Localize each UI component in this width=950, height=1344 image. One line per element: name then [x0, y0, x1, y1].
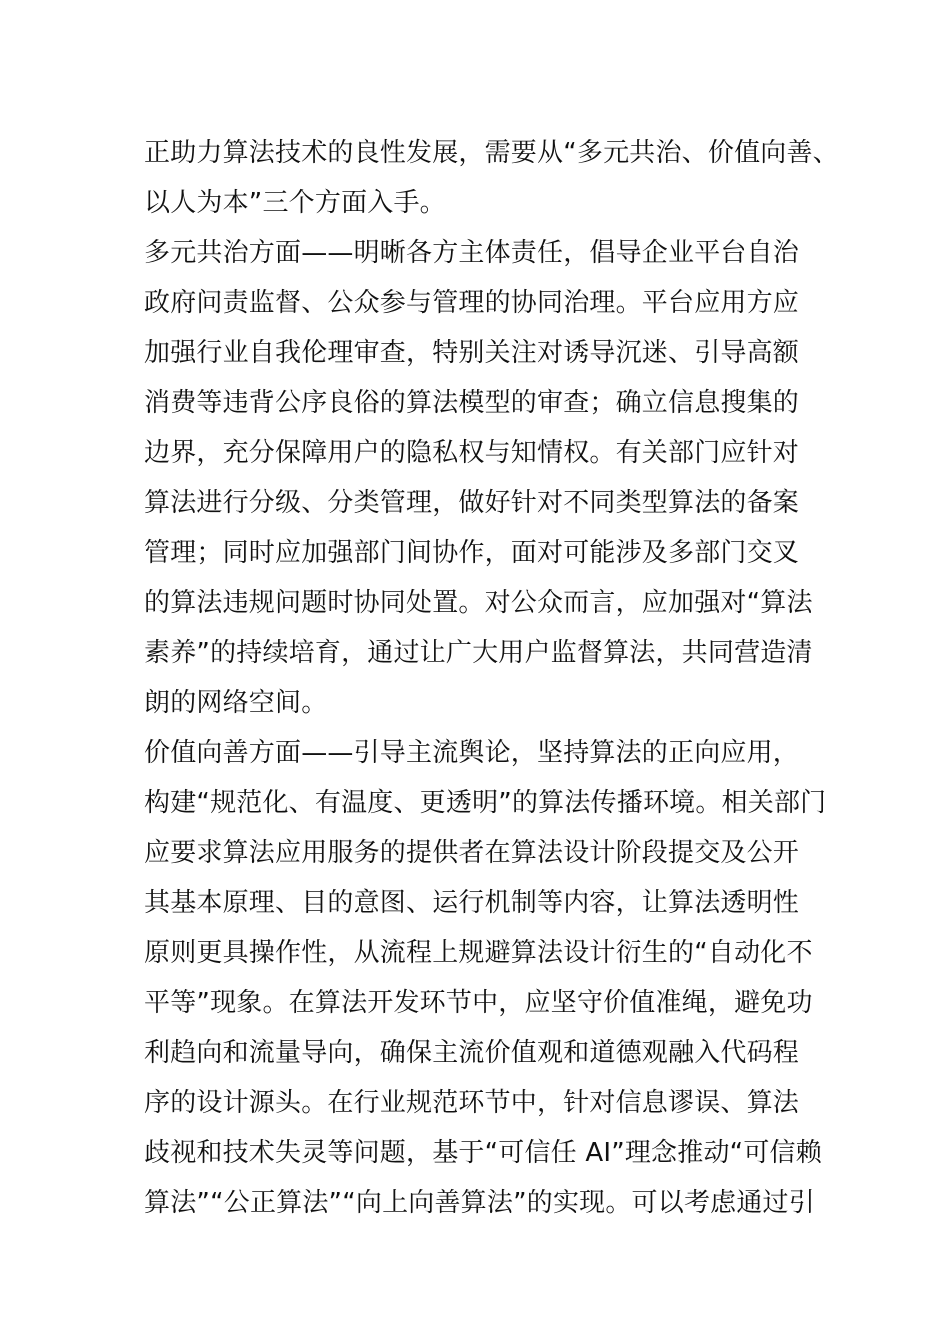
text-line: 多元共治方面——明晰各方主体责任，倡导企业平台自治: [144, 238, 800, 268]
text-line: 边界，充分保障用户的隐私权与知情权。有关部门应针对: [144, 438, 800, 468]
text-line: 构建“规范化、有温度、更透明”的算法传播环境。相关部门: [144, 788, 827, 818]
body-text: [144, 128, 839, 1228]
text-line: 算法进行分级、分类管理，做好针对不同类型算法的备案: [144, 488, 800, 518]
text-line: 平等”现象。在算法开发环节中，应坚守价值准绳，避免功: [144, 988, 813, 1018]
text-line: 加强行业自我伦理审查，特别关注对诱导沉迷、引导高额: [144, 338, 800, 368]
text-line: 朗的网络空间。: [144, 688, 328, 718]
text-line: 正助力算法技术的良性发展，需要从“多元共治、价值向善、: [144, 138, 839, 168]
text-line: 算法”“公正算法”“向上向善算法”的实现。可以考虑通过引: [144, 1188, 815, 1218]
text-line: 的算法违规问题时协同处置。对公众而言，应加强对“算法: [144, 588, 813, 618]
text-line: 管理；同时应加强部门间协作，面对可能涉及多部门交叉: [144, 538, 800, 568]
text-line: 价值向善方面——引导主流舆论，坚持算法的正向应用，: [144, 738, 800, 768]
text-line: 原则更具操作性，从流程上规避算法设计衍生的“自动化不: [144, 938, 813, 968]
text-line: 素养”的持续培育，通过让广大用户监督算法，共同营造清: [144, 638, 813, 668]
text-line: 序的设计源头。在行业规范环节中，针对信息谬误、算法: [144, 1088, 800, 1118]
text-line: 其基本原理、目的意图、运行机制等内容，让算法透明性: [144, 888, 800, 918]
text-line: 以人为本”三个方面入手。: [144, 188, 446, 218]
text-line: 利趋向和流量导向，确保主流价值观和道德观融入代码程: [144, 1038, 800, 1068]
text-line: 歧视和技术失灵等问题，基于“可信任 AI”理念推动“可信赖: [144, 1138, 822, 1168]
text-line: 应要求算法应用服务的提供者在算法设计阶段提交及公开: [144, 838, 800, 868]
text-line: 消费等违背公序良俗的算法模型的审查；确立信息搜集的: [144, 388, 800, 418]
text-line: 政府问责监督、公众参与管理的协同治理。平台应用方应: [144, 288, 800, 318]
